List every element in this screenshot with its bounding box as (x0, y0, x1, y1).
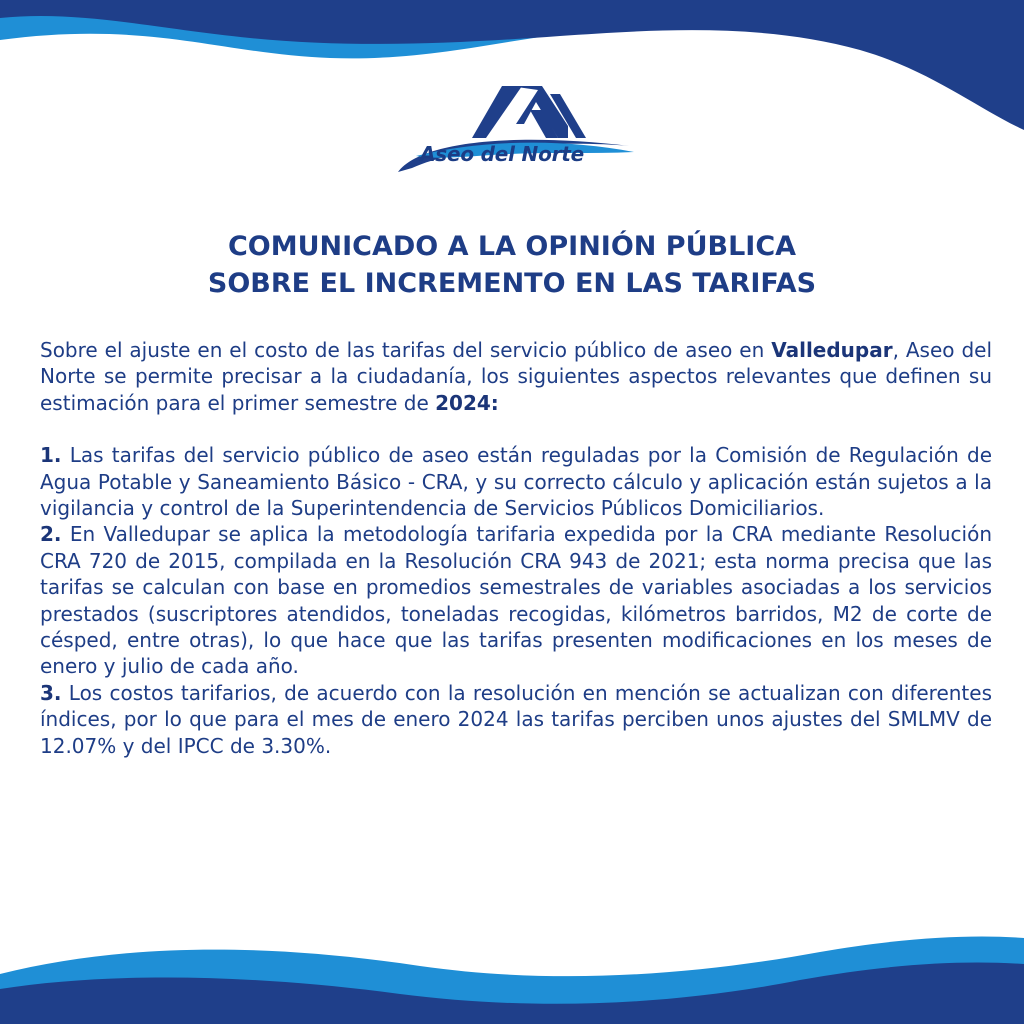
intro-year: 2024: (435, 390, 499, 415)
point-text: Las tarifas del servicio público de aseo están reguladas por la Comisión de Regulación de Agua Potable y Saneamiento Básico - CRA, y su correcto cálculo y aplicación están sujetos a la vigilancia y control de la Superintendencia de Servicios Públicos Domiciliarios. (40, 443, 992, 521)
point-number: 1. (40, 443, 62, 468)
intro-text-1: Sobre el ajuste en el costo de las tarifas del servicio público de aseo en (40, 338, 772, 362)
point-2 (40, 521, 992, 679)
logo-text: Aseo del Norte (420, 142, 585, 166)
intro-text-2: , Aseo del Norte se permite precisar a la ciudadanía, los siguientes aspectos relevantes que definen su estimación para el primer semestre de (40, 338, 992, 415)
title-line-1: COMUNICADO A LA OPINIÓN PÚBLICA (227, 231, 797, 262)
point-text: En Valledupar se aplica la metodología tarifaria expedida por la CRA mediante Resolución CRA 720 de 2015, compilada en la Resolución CRA 943 de 2021; esta norma precisa que las tarifas se calculan con base en promedios semestrales de variables asociadas a los servicios prestados (suscriptores atendidos, toneladas recogidas, kilómetros barridos, M2 de corte de césped, entre otras), lo que hace que las tarifas presenten modificaciones en los meses de enero y julio de cada año. (40, 522, 992, 679)
intro-city: Valledupar (771, 338, 893, 362)
statement-body (40, 337, 992, 759)
paragraph-spacer (40, 416, 992, 442)
point-number: 3. (40, 680, 62, 705)
point-number: 2. (40, 522, 62, 547)
title-line-2: SOBRE EL INCREMENTO EN LAS TARIFAS (207, 268, 817, 299)
point-3 (40, 680, 992, 759)
intro-paragraph (40, 337, 992, 416)
point-1 (40, 442, 992, 521)
point-text: Los costos tarifarios, de acuerdo con la resolución en mención se actualizan con diferentes índices, por lo que para el mes de enero 2024 las tarifas perciben unos ajustes del SMLMV de 12.07% y del IPCC de 3.30%. (40, 680, 992, 758)
bottom-wave-decoration (0, 904, 1024, 1024)
house-roof-wave-icon (390, 80, 640, 190)
company-logo (390, 80, 640, 190)
page-title (0, 228, 1024, 302)
